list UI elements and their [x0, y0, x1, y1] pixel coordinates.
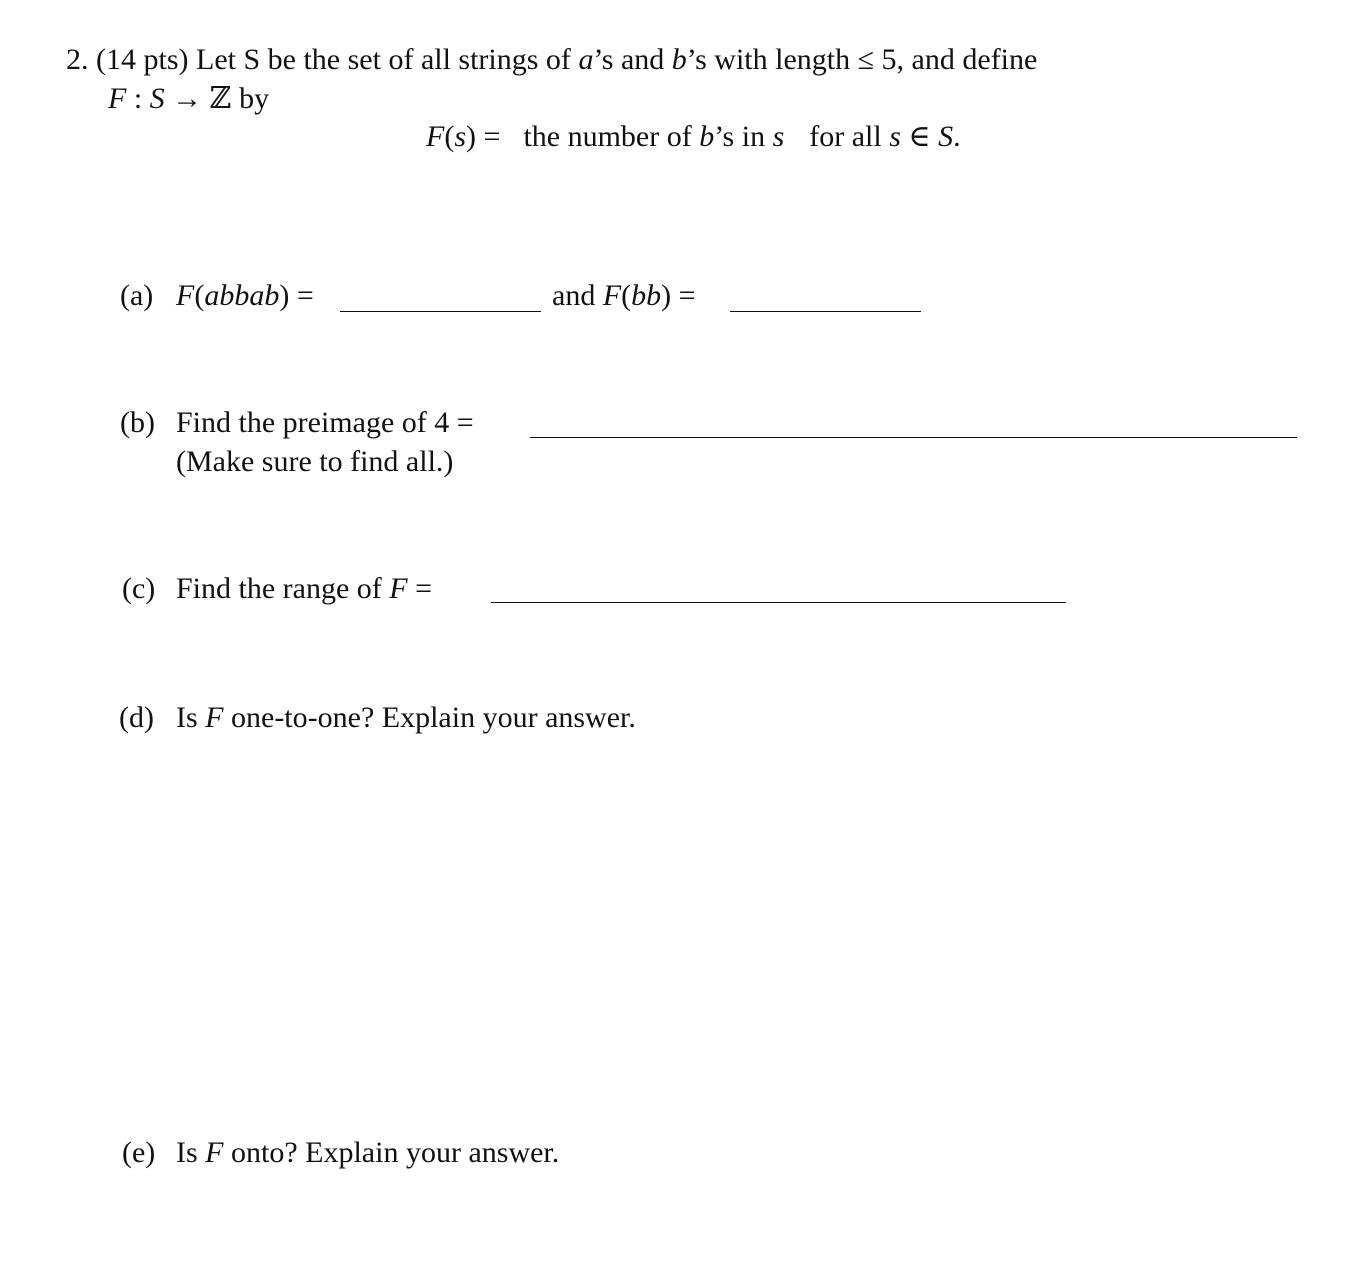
part-b-label: (b)	[120, 406, 155, 439]
var-a: a	[578, 43, 594, 76]
part-a-first-expression	[176, 278, 314, 314]
part-a-open1: (	[194, 279, 205, 312]
def-s2: s	[772, 120, 785, 153]
part-e-text: onto? Explain your answer.	[231, 1136, 560, 1169]
part-c-answer-blank[interactable]	[491, 602, 1066, 603]
part-a-answer-blank-2[interactable]	[730, 311, 921, 312]
def-F: F	[426, 120, 445, 153]
part-a-close-eq1: ) =	[279, 279, 314, 312]
part-c-eq: =	[407, 572, 433, 605]
text-apos-and: ’s and	[593, 43, 665, 76]
part-a-answer-blank-1[interactable]	[340, 311, 541, 312]
part-a-arg1: abbab	[204, 279, 280, 312]
problem-points: (14 pts)	[96, 43, 189, 76]
part-e-F: F	[205, 1136, 224, 1169]
def-period: .	[953, 120, 961, 153]
var-b: b	[671, 43, 687, 76]
part-e-is: Is	[176, 1136, 198, 1169]
def-close-eq: ) =	[466, 120, 501, 153]
part-b-note: (Make sure to find all.)	[176, 445, 454, 478]
map-by: by	[239, 82, 270, 115]
def-S: S	[938, 120, 954, 153]
part-a-and: and	[552, 279, 596, 312]
map-S: S	[149, 82, 165, 115]
part-e-question	[176, 1135, 559, 1171]
part-a-F2: F	[602, 279, 622, 312]
part-a-arg2: bb	[631, 279, 662, 312]
part-d-question	[176, 700, 636, 736]
map-colon: :	[126, 82, 150, 115]
map-arrow-Z: → ℤ	[164, 82, 232, 115]
def-text-1: the number of	[523, 120, 692, 153]
part-b-text: Find the preimage of 4 =	[176, 406, 474, 439]
def-forall: for all	[809, 120, 882, 153]
def-in: ∈	[900, 120, 939, 153]
def-s: s	[454, 120, 467, 153]
part-d-text: one-to-one? Explain your answer.	[231, 701, 636, 734]
part-d-label: (d)	[119, 701, 154, 734]
part-a-close-eq2: ) =	[661, 279, 696, 312]
def-b: b	[699, 120, 715, 153]
problem-number: 2.	[66, 43, 89, 76]
part-a-open2: (	[621, 279, 632, 312]
part-c-label: (c)	[122, 572, 156, 605]
part-a-second-expression	[552, 278, 696, 314]
problem-statement-line-2	[108, 81, 269, 117]
part-d-F: F	[205, 701, 224, 734]
problem-intro: Let S be the set of all strings of	[196, 43, 571, 76]
problem-statement-line-1	[66, 42, 1037, 78]
part-e-label: (e)	[122, 1136, 156, 1169]
part-a-F1: F	[176, 279, 195, 312]
part-b-answer-blank[interactable]	[530, 437, 1297, 438]
part-c-F: F	[389, 572, 408, 605]
def-text-2: ’s in	[714, 120, 766, 153]
text-apos-with-length: ’s with length ≤ 5, and define	[686, 43, 1038, 76]
part-a-label: (a)	[120, 279, 154, 312]
map-F: F	[108, 82, 127, 115]
function-definition	[426, 119, 961, 155]
part-c-expression	[176, 571, 432, 607]
part-c-text: Find the range of	[176, 572, 382, 605]
def-open: (	[444, 120, 455, 153]
part-d-is: Is	[176, 701, 198, 734]
def-s3: s	[889, 120, 901, 153]
